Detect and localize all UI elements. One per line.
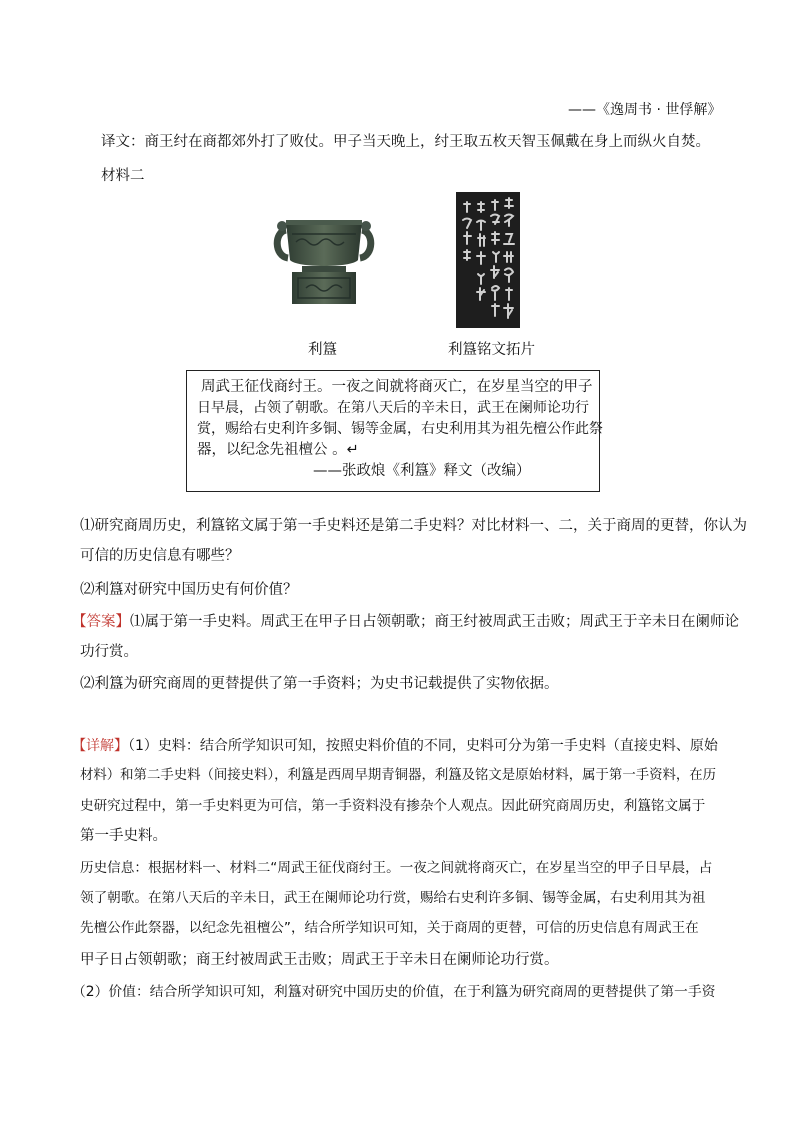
inscription-translation-box: [186, 370, 603, 492]
box-line-3: 赏，赐给右史利许多铜、锡等金属，右史利用其为祖先檀公作此祭: [197, 421, 603, 437]
detail-line-8: 甲子日占领朝歌；商王纣被周武王击败；周武王于辛未日在阑师论功行赏。: [80, 952, 559, 968]
material-two-label: 材料二: [101, 168, 145, 184]
detail-label: 【详解】: [72, 738, 128, 754]
vessel-caption: 利簋: [308, 342, 337, 358]
li-gui-vessel-image: [272, 212, 376, 308]
detail-line-7: 先檀公作此祭器，以纪念先祖檀公”，结合所学知识可知，关于商周的更替，可信的历史信息有周武王在: [80, 920, 699, 936]
box-line-4: 器，以纪念先祖檀公 。↵: [197, 442, 359, 458]
question-1-line-2: 可信的历史信息有哪些？: [80, 548, 240, 564]
detail-line-1: [72, 736, 718, 756]
inscription-rubbing-image: [456, 192, 520, 328]
rubbing-caption: 利簋铭文拓片: [448, 342, 535, 358]
detail-text-1: （1）史料：结合所学知识可知，按照史料价值的不同，史料可分为第一手史料（直接史料、原始: [128, 738, 718, 754]
translation-text: 译文：商王纣在商都郊外打了败仗。甲子当天晚上，纣王取五枚天智玉佩戴在身上而纵火自焚。: [101, 134, 710, 150]
box-source: ——张政烺《利簋》释文（改编）: [313, 463, 531, 479]
box-line-2: 日早晨，占领了朝歌。在第八天后的辛未日，武王在阑师论功行: [197, 400, 589, 416]
detail-line-6: 领了朝歌。在第八天后的辛未日，武王在阑师论功行赏，赐给右史利许多铜、锡等金属，右史利用其为祖: [80, 890, 706, 906]
detail-line-4: 第一手史料。: [80, 828, 167, 844]
question-2: ⑵利簋对研究中国历史有何价值？: [80, 582, 298, 598]
detail-line-3: 史研究过程中，第一手史料更为可信，第一手资料没有掺杂个人观点。因此研究商周历史，利簋铭文属于: [80, 798, 706, 814]
box-line-1: 周武王征伐商纣王。一夜之间就将商灭亡，在岁星当空的甲子: [201, 379, 593, 395]
answer-text-1: ⑴属于第一手史料。周武王在甲子日占领朝歌；商王纣被周武王击败；周武王于辛未日在阑师论: [130, 614, 739, 630]
source-citation: ——《逸周书 · 世俘解》: [568, 102, 722, 118]
detail-line-5: 历史信息：根据材料一、材料二“周武王征伐商纣王。一夜之间就将商灭亡，在岁星当空的甲子日早晨，占: [80, 860, 713, 876]
detail-line-9: （2）价值：结合所学知识可知，利簋对研究中国历史的价值，在于利簋为研究商周的更替提供了第一手资: [72, 984, 716, 1000]
answer-label: 【答案】: [72, 614, 130, 630]
answer-line-2: 功行赏。: [80, 644, 138, 660]
answer-line-1: [72, 612, 739, 632]
question-1-line-1: ⑴研究商周历史，利簋铭文属于第一手史料还是第二手史料？对比材料一、二，关于商周的更替，你认为: [80, 518, 747, 534]
detail-line-2: 材料）和第二手史料（间接史料），利簋是西周早期青铜器，利簋及铭文是原始材料，属于第一手资料，在历: [80, 768, 717, 783]
answer-line-3: ⑵利簋为研究商周的更替提供了第一手资料；为史书记载提供了实物依据。: [80, 676, 559, 692]
